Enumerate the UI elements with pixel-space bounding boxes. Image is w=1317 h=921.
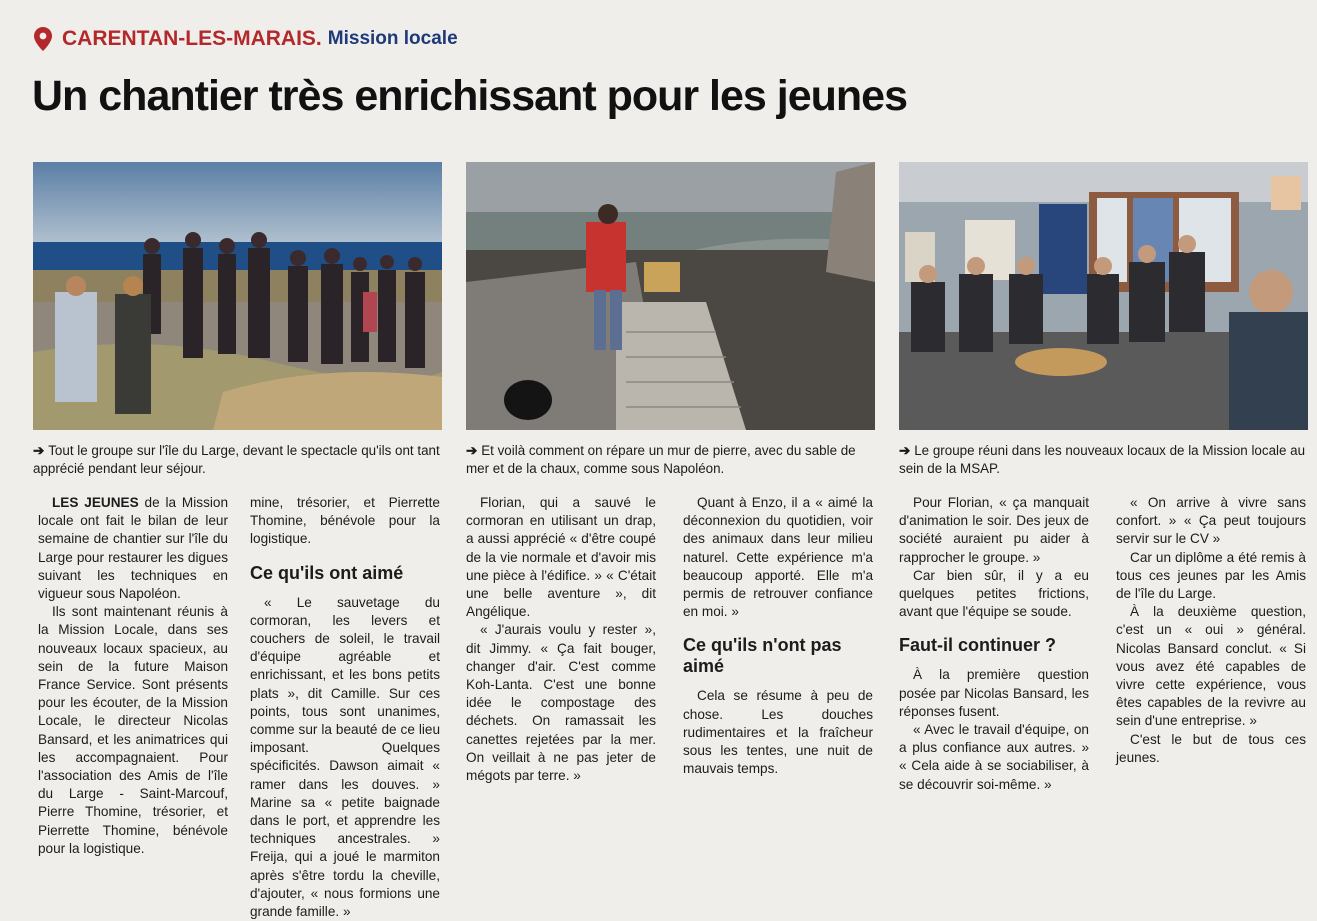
arrow-right-icon: ➔ xyxy=(33,443,45,458)
article-paragraph: « Le sauvetage du cormoran, les levers et couchers de soleil, le travail d'équipe agréable et enrichissant, et les bons petits plats », dit Camille. Sur ces points, tous sont unanimes, comme sur la beauté de ce lieu imposant. Quelques spécificités. Dawson aimait « ramer dans les douves. » Marine sa « petite baignade dans le port, et apprendre les techniques ancestrales. » Freija, qui a joué le marmiton après s'être tordu la cheville, d'ajouter, « nous formions une grande famille. » xyxy=(250,594,440,920)
article-paragraph: Cela se résume à peu de chose. Les douches rudimentaires et la fraîcheur sous les tentes, une nuit de mauvais temps. xyxy=(683,688,873,777)
article-paragraph: « On arrive à vivre sans confort. » « Ça peut toujours servir sur le CV » xyxy=(1116,495,1306,547)
photo-stone-wall-repair xyxy=(466,162,875,430)
photo-group-island xyxy=(33,162,442,430)
caption-text: Le groupe réuni dans les nouveaux locaux de la Mission locale au sein de la MSAP. xyxy=(899,443,1306,476)
caption-text: Tout le groupe sur l'île du Large, devant le spectacle qu'ils ont tant apprécié pendant leur séjour. xyxy=(33,443,440,476)
article-paragraph: Car un diplôme a été remis à tous ces jeunes par les Amis de l'île du Large. xyxy=(1116,549,1306,602)
article-paragraph: « Avec le travail d'équipe, on a plus confiance aux autres. » « Cela aide à se sociabiliser, à se découvrir soi-même. » xyxy=(899,722,1089,792)
article-paragraph: À la deuxième question, c'est un « oui » général. Nicolas Bansard conclut. « Si vous avez été capables de vivre cette expérience, vous êtes capables de la revivre au sein d'une entreprise. » xyxy=(1116,604,1306,729)
article-paragraph: Ils sont maintenant réunis à la Mission Locale, dans ses nouveaux locaux spacieux, au sein de la future Maison France Service. Sont présents pour les écouter, de la Mission Locale, le directeur Nicolas Bansard, et les animatrices qui les accompagnaient. Pour l'association des Amis de l'île du Large - Saint-Marcouf, Pierre Thomine, trésorier, et Pierrette Thomine, bénévole pour la logistique. xyxy=(38,604,228,856)
kicker-section: Mission locale xyxy=(327,28,458,49)
article-paragraph-end: mine, trésorier, et Pierrette Thomine, bénévole pour la logistique. xyxy=(250,495,440,547)
caption-meeting-room xyxy=(899,442,1311,478)
article-column-6 xyxy=(1116,494,1306,814)
subheading-continue: Faut-il continuer ? xyxy=(899,635,1056,656)
subheading-liked: Ce qu'ils ont aimé xyxy=(250,562,404,583)
article-column-5 xyxy=(899,494,1089,814)
article-column-2 xyxy=(250,494,440,920)
caption-group-island xyxy=(33,442,445,478)
arrow-right-icon: ➔ xyxy=(899,443,911,458)
article-column-1 xyxy=(38,494,229,856)
article-column-3 xyxy=(466,494,656,814)
headline: Un chantier très enrichissant pour les jeunes xyxy=(32,72,908,120)
kicker-location: CARENTAN-LES-MARAIS. xyxy=(62,27,322,50)
arrow-right-icon: ➔ xyxy=(466,443,478,458)
location-pin-icon xyxy=(34,27,52,51)
photo-meeting-room xyxy=(899,162,1308,430)
article-lead: LES JEUNES xyxy=(52,495,139,510)
caption-stone-wall xyxy=(466,442,878,478)
article-paragraph: À la première question posée par Nicolas Bansard, les réponses fusent. xyxy=(899,667,1089,719)
article-column-4 xyxy=(683,494,873,814)
article-paragraph: Florian, qui a sauvé le cormoran en utilisant un drap, a aussi apprécié « d'être coupé de la vie normale et d'avoir mis une pièce à l'édifice. » « C'était une belle aventure », dit Angélique. xyxy=(466,495,656,620)
subheading-disliked: Ce qu'ils n'ont pas aimé xyxy=(683,635,842,677)
kicker xyxy=(34,26,458,52)
article-paragraph: Quant à Enzo, il a « aimé la déconnexion du quotidien, voir des animaux dans leur milieu naturel. Cette expérience m'a beaucoup apporté. Elle m'a permis de retrouver confiance en moi. » xyxy=(683,495,873,620)
article-paragraph: C'est le but de tous ces jeunes. xyxy=(1116,731,1306,765)
article-paragraph: Pour Florian, « ça manquait d'animation le soir. Des jeux de société auraient pu aider à rapprocher le groupe. » xyxy=(899,495,1089,565)
article-paragraph: LES JEUNES de la Mission locale ont fait le bilan de leur semaine de chantier sur l'île du Large pour restaurer les digues suivant les techniques en vigueur sous Napoléon. xyxy=(38,495,229,602)
article-paragraph: « J'aurais voulu y rester », dit Jimmy. « Ça fait bouger, changer d'air. C'est comme Koh-Lanta. C'est une bonne idée le compostage des déchets. On ramassait les canettes rejetées par la mer. On veillait à ne pas jeter de mégots par terre. » xyxy=(466,622,656,784)
article-paragraph: Car bien sûr, il y a eu quelques petites frictions, avant que l'équipe se soude. xyxy=(899,567,1089,620)
caption-text: Et voilà comment on répare un mur de pierre, avec du sable de mer et de la chaux, comme sous Napoléon. xyxy=(466,443,856,476)
